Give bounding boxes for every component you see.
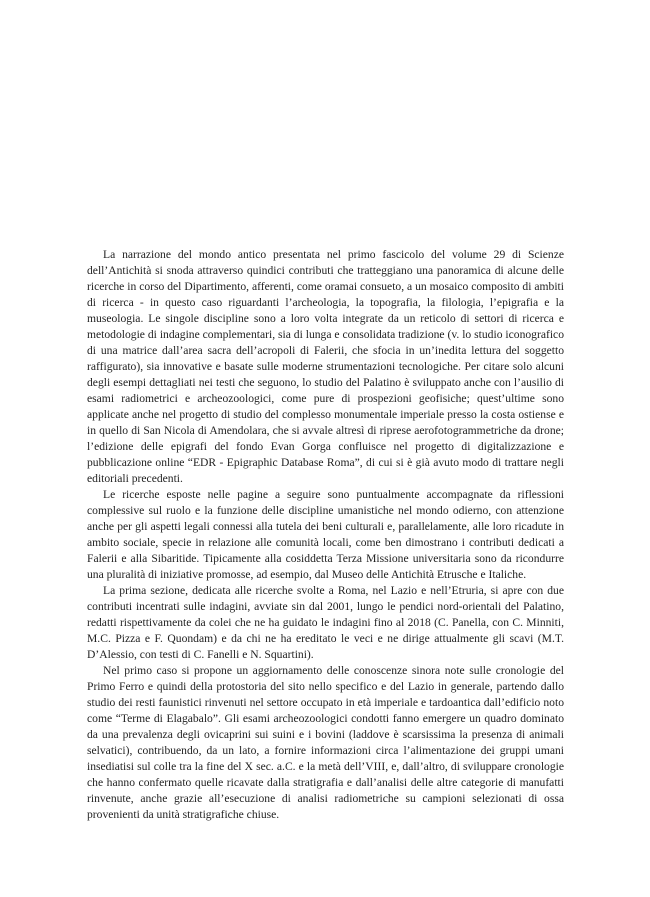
paragraph-1: La narrazione del mondo antico presentata nel primo fascicolo del volume 29 di Scienze dell’Antichità si snoda attraverso quindici contributi che tratteggiano una panoramica di alcune delle ricerche in corso del Dipartimento, afferenti, come oramai consueto, a un mosaico composito di ambiti di ricerca - in questo caso riguardanti l’archeologia, la topografia, la filologia, l’epigrafia e la museologia. Le singole discipline sono a loro volta integrate da un reticolo di settori di ricerca e metodologie di indagine complementari, sia di lunga e consolidata tradizione (v. lo studio iconografico di una matrice dall’area sacra dell’acropoli di Falerii, che sfocia in un’inedita lettura del soggetto raffigurato), sia innovative e basate sulle moderne strumentazioni tecnologiche. Per citare solo alcuni degli esempi dettagliati nei testi che seguono, lo studio del Palatino è sviluppato anche con l’ausilio di esami radiometrici e archeozoologici, come pure di prospezioni geofisiche; quest’ultime sono applicate anche nel progetto di studio del complesso monumentale imperiale presso la costa ostiense e in quello di San Nicola di Amendolara, che si avvale altresì di riprese aerofotogrammetriche da drone; l’edizione delle epigrafi del fondo Evan Gorga confluisce nel progetto di digitalizzazione e pubblicazione online “EDR - Epigraphic Database Roma”, di cui si è già avuto modo di trattare negli editoriali precedenti.: [87, 248, 564, 485]
paragraph-2: Le ricerche esposte nelle pagine a seguire sono puntualmente accompagnate da riflessioni complessive sul ruolo e la funzione delle discipline umanistiche nel mondo odierno, con attenzione anche per gli aspetti legali connessi alla tutela dei beni culturali e, parallelamente, alle loro ricadute in ambito sociale, specie in relazione alle comunità locali, come ben dimostrano i contributi dedicati a Falerii e alla Sibaritide. Tipicamente alla cosiddetta Terza Missione universitaria sono da ricondurre una pluralità di iniziative promosse, ad esempio, dal Museo delle Antichità Etrusche e Italiche.: [87, 488, 564, 581]
paragraph-3: La prima sezione, dedicata alle ricerche svolte a Roma, nel Lazio e nell’Etruria, si apre con due contributi incentrati sulle indagini, avviate sin dal 2001, lungo le pendici nord-orientali del Palatino, redatti rispettivamente da colei che ne ha guidato le indagini fino al 2018 (C. Panella, con C. Minniti, M.C. Pizza e F. Quondam) e da chi ne ha ereditato le veci e ne dirige attualmente gli scavi (M.T. D’Alessio, con testi di C. Fanelli e N. Squartini).: [87, 584, 564, 661]
body-text: [87, 247, 564, 823]
paragraph-4: Nel primo caso si propone un aggiornamento delle conoscenze sinora note sulle cronologie del Primo Ferro e quindi della protostoria del sito nello specifico e del Lazio in generale, partendo dallo studio dei resti faunistici rinvenuti nel settore occupato in età imperiale e tardoantica dall’edificio noto come “Terme di Elagabalo”. Gli esami archeozoologici condotti fanno emergere un quadro dominato da una prevalenza degli ovicaprini sui suini e i bovini (laddove è scarsissima la presenza di animali selvatici), contribuendo, da un lato, a fornire informazioni circa l’alimentazione dei gruppi umani insediatisi sul colle tra la fine del X sec. a.C. e la metà dell’VIII, e, dall’altro, di sviluppare cronologie che hanno confermato quelle ricavate dalla stratigrafia e dall’analisi delle altre categorie di manufatti rinvenute, anche grazie all’esecuzione di analisi radiometriche su campioni selezionati di ossa provenienti da unità stratigrafiche chiuse.: [87, 664, 564, 821]
